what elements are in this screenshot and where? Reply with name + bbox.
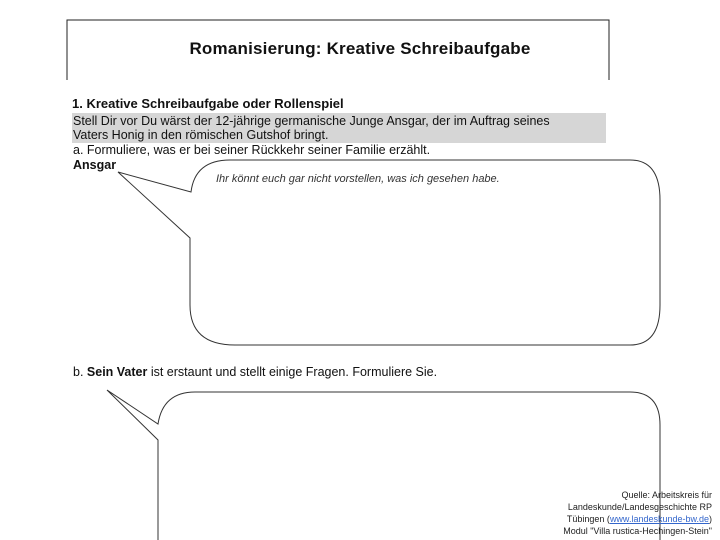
source-line-3-pre: Tübingen (	[566, 514, 610, 524]
page-title: Romanisierung: Kreative Schreibaufgabe	[189, 39, 531, 58]
speech-bubble-a	[118, 160, 660, 345]
section-heading: 1. Kreative Schreibaufgabe oder Rollenspiel	[72, 96, 344, 111]
source-line-3-post: )	[709, 514, 712, 524]
task-a: a. Formuliere, was er bei seiner Rückkehr seiner Familie erzählt.	[73, 143, 431, 157]
intro-line-2: Vaters Honig in den römischen Gutshof bringt.	[73, 128, 329, 142]
task-b-rest: ist erstaunt und stellt einige Fragen. Formuliere Sie.	[147, 365, 438, 379]
source-line-4: Modul "Villa rustica-Hechingen-Stein"	[563, 526, 712, 536]
task-b-bold: Sein Vater	[86, 365, 148, 379]
source-line-2: Landeskunde/Landesgeschichte RP	[567, 502, 712, 512]
bubble-a-text: Ihr könnt euch gar nicht vorstellen, was ich gesehen habe.	[216, 173, 500, 185]
speaker-label: Ansgar	[73, 158, 117, 172]
source-line-1: Quelle: Arbeitskreis für	[621, 490, 712, 500]
source-link[interactable]: www.landeskunde-bw.de	[609, 514, 709, 524]
task-b	[73, 365, 437, 379]
source-credit	[472, 489, 712, 537]
intro-line-1: Stell Dir vor Du wärst der 12-jährige germanische Junge Ansgar, der im Auftrag seines	[73, 114, 550, 128]
task-b-prefix: b.	[73, 365, 87, 379]
source-line-3	[472, 513, 712, 525]
